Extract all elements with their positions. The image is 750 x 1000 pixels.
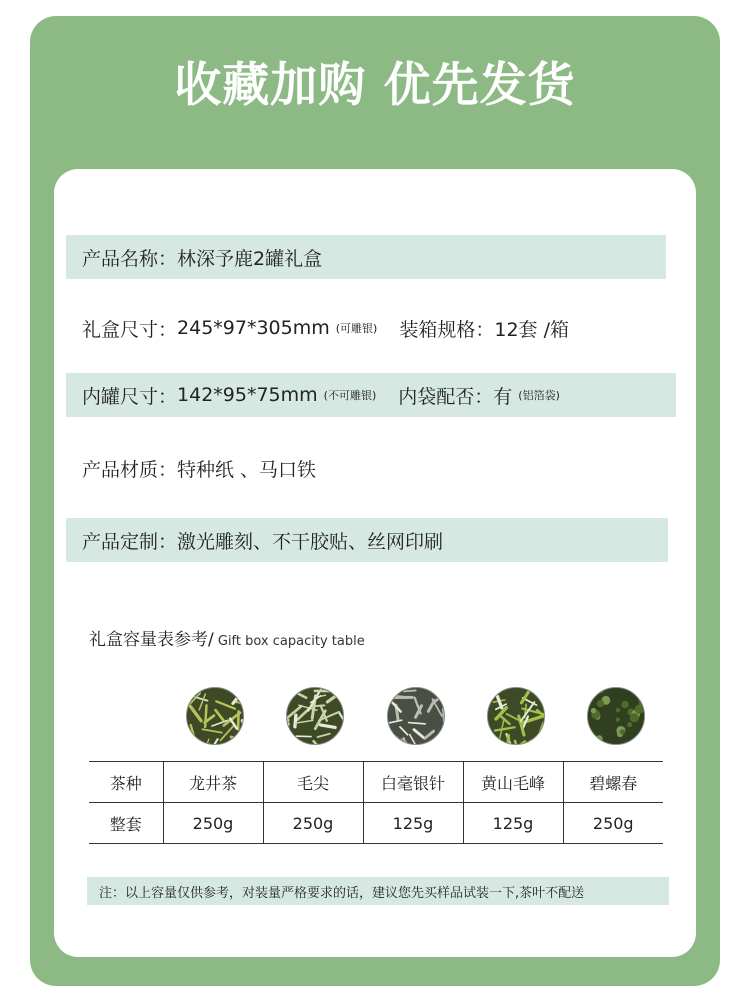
tea-image-longjing	[186, 687, 244, 745]
spec-label: 产品材质：	[82, 458, 178, 481]
spec-note: (铝箔袋)	[518, 389, 560, 402]
spec-label: 产品定制：	[82, 530, 178, 553]
tea-name: 毛尖	[263, 762, 363, 803]
row-label-set: 整套	[89, 803, 163, 844]
tea-image-maojian	[286, 687, 344, 745]
spec-label: 礼盒尺寸：	[82, 318, 178, 341]
spec-value: 特种纸 、马口铁	[177, 458, 317, 481]
spec-value: 142*95*75mm	[177, 384, 318, 406]
spec-note: (不可雕银)	[323, 389, 377, 402]
title-en: Gift box capacity table	[213, 634, 365, 649]
title-cn: 礼盒容量表参考/	[89, 630, 214, 650]
spec-label: 装箱规格：	[399, 318, 495, 341]
tea-name: 碧螺春	[563, 762, 663, 803]
tea-amount: 125g	[463, 803, 563, 844]
spec-value: 激光雕刻、不干胶贴、丝网印刷	[177, 530, 444, 553]
table-row	[89, 803, 663, 844]
tea-name: 龙井茶	[163, 762, 263, 803]
spec-value: 林深予鹿2罐礼盒	[177, 247, 323, 270]
spec-value: 12套 /箱	[494, 318, 569, 341]
spec-value: 245*97*305mm	[177, 317, 330, 339]
tea-amount: 125g	[363, 803, 463, 844]
spec-row-can-size	[66, 373, 676, 417]
spec-row-name	[66, 235, 666, 279]
table-row	[89, 762, 663, 803]
tea-name: 黄山毛峰	[463, 762, 563, 803]
spec-row-custom	[66, 518, 668, 562]
spec-row-box-size	[66, 306, 569, 350]
tea-amount: 250g	[163, 803, 263, 844]
spec-row-material	[66, 446, 316, 490]
capacity-table	[89, 761, 663, 844]
tea-image-biluochun	[587, 687, 645, 745]
tea-name: 白毫银针	[363, 762, 463, 803]
tea-image-huangshan-maofeng	[487, 687, 545, 745]
spec-label: 内罐尺寸：	[82, 385, 178, 408]
headline: 收藏加购 优先发货	[174, 58, 576, 113]
tea-amount: 250g	[263, 803, 363, 844]
tea-image-baihao-yinzhen	[387, 687, 445, 745]
spec-label: 产品名称：	[82, 247, 178, 270]
tea-amount: 250g	[563, 803, 663, 844]
spec-note: (可雕银)	[335, 322, 378, 335]
capacity-table-title	[89, 625, 365, 650]
row-label-tea: 茶种	[89, 762, 163, 803]
spec-value: 有	[493, 385, 513, 408]
spec-label: 内袋配否：	[398, 385, 494, 408]
disclaimer-note: 注：以上容量仅供参考，对装量严格要求的话，建议您先买样品试装一下,茶叶不配送	[87, 877, 669, 905]
